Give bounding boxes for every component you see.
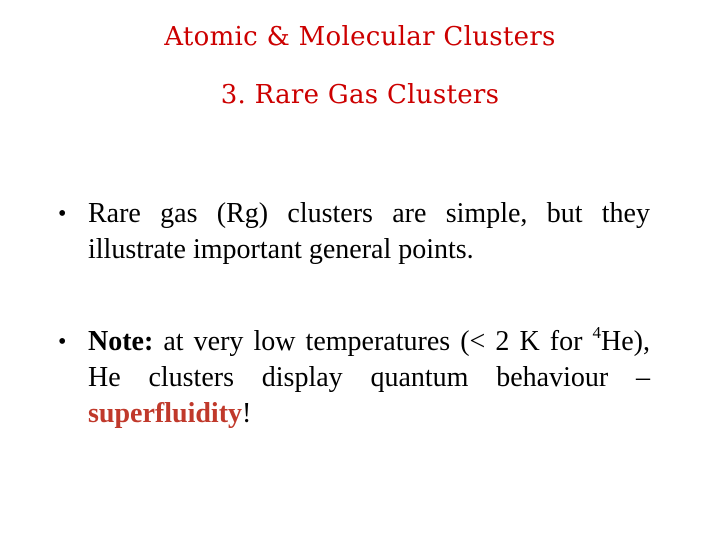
bullet-item-1 [58,196,650,268]
slide-subtitle: 3. Rare Gas Clusters [220,80,500,110]
bullet-1-body: Rare gas (Rg) clusters are simple, but they illustrate important general points. [88,198,650,265]
bullet-text-2 [88,324,650,432]
slide-title: Atomic & Molecular Clusters [164,22,556,52]
bullet-2-part-c: ! [242,398,252,429]
isotope-superscript: 4 [592,322,602,342]
bullet-2-part-b: He), He clusters display quantum behaviour – [88,326,650,393]
bullet-icon: • [58,201,67,227]
note-label: Note: [88,326,154,357]
superfluidity-highlight: superfluidity [88,398,243,429]
bullet-text-1 [88,196,650,268]
bullet-icon: • [58,329,67,355]
bullet-item-2 [58,324,650,432]
bullet-2-part-a: at very low temperatures (< 2 K for [153,326,593,357]
